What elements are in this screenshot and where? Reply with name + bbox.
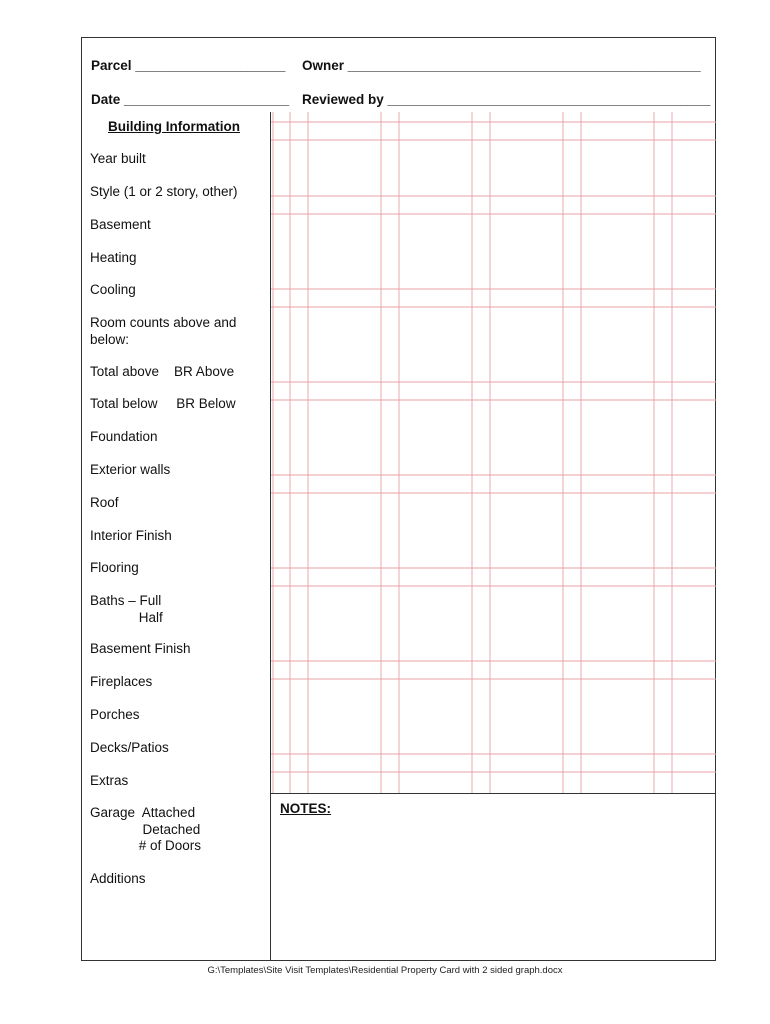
item-extras: Extras bbox=[90, 773, 129, 788]
item-baths: Baths – Full Half bbox=[90, 593, 163, 625]
notes-section bbox=[271, 793, 716, 961]
building-information-title: Building Information bbox=[108, 119, 240, 134]
notes-label: NOTES: bbox=[280, 801, 332, 816]
item-basement: Basement bbox=[90, 217, 151, 232]
item-cooling: Cooling bbox=[90, 282, 136, 297]
item-total-below: Total below BR Below bbox=[90, 396, 236, 411]
owner-field: Owner _______________________________________________ bbox=[302, 58, 701, 73]
item-interior-finish: Interior Finish bbox=[90, 528, 172, 543]
building-information-panel bbox=[81, 112, 271, 961]
parcel-field: Parcel ____________________ bbox=[91, 58, 286, 73]
item-style: Style (1 or 2 story, other) bbox=[90, 184, 238, 199]
item-decks-patios: Decks/Patios bbox=[90, 740, 169, 755]
item-total-above: Total above BR Above bbox=[90, 364, 235, 379]
graph-paper-lines bbox=[271, 112, 716, 793]
sketch-graph-grid bbox=[271, 112, 716, 793]
reviewed-by-field: Reviewed by ___________________________________________ bbox=[302, 92, 711, 107]
item-basement-finish: Basement Finish bbox=[90, 641, 191, 656]
item-heating: Heating bbox=[90, 250, 137, 265]
item-fireplaces: Fireplaces bbox=[90, 674, 153, 689]
item-flooring: Flooring bbox=[90, 560, 139, 575]
item-garage: Garage Attached Detached # of Doors bbox=[90, 805, 202, 853]
item-porches: Porches bbox=[90, 707, 140, 722]
item-foundation: Foundation bbox=[90, 429, 158, 444]
item-year-built: Year built bbox=[90, 151, 146, 166]
date-field: Date ______________________ bbox=[91, 92, 290, 107]
file-path-footer: G:\Templates\Site Visit Templates\Residential Property Card with 2 sided graph.docx bbox=[207, 965, 563, 976]
item-exterior-walls: Exterior walls bbox=[90, 462, 171, 477]
item-roof: Roof bbox=[90, 495, 119, 510]
item-additions: Additions bbox=[90, 871, 146, 886]
item-room-counts: Room counts above and below: bbox=[90, 315, 237, 347]
